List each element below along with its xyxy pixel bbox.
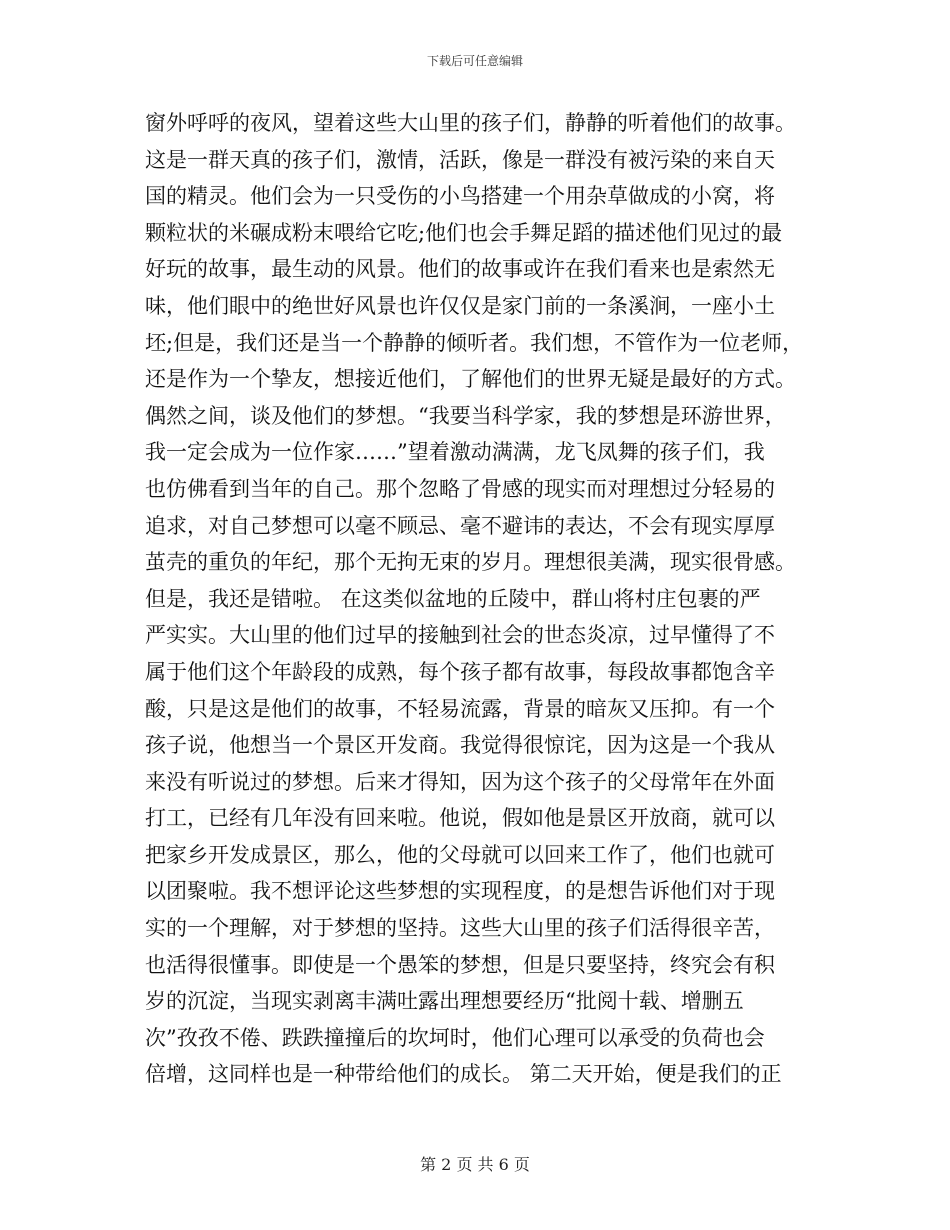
- text-line: 味，他们眼中的绝世好风景也许仅仅是家门前的一条溪涧，一座小土: [145, 293, 775, 318]
- text-line: 但是，我还是错啦。 在这类似盆地的丘陵中，群山将村庄包裹的严: [145, 586, 761, 611]
- text-line: 也仿佛看到当年的自己。那个忽略了骨感的现实而对理想过分轻易的: [145, 476, 775, 501]
- text-line: 国的精灵。他们会为一只受伤的小鸟搭建一个用杂草做成的小窝，将: [145, 184, 775, 209]
- text-line: 还是作为一个挚友，想接近他们，了解他们的世界无疑是最好的方式。: [145, 367, 796, 392]
- text-line: 打工，已经有几年没有回来啦。他说，假如他是景区开放商，就可以: [145, 806, 775, 831]
- text-line: 来没有听说过的梦想。后来才得知，因为这个孩子的父母常年在外面: [145, 769, 775, 794]
- text-line: 属于他们这个年龄段的成熟，每个孩子都有故事，每段故事都饱含辛: [145, 659, 775, 684]
- text-line: 倍增，这同样也是一种带给他们的成长。 第二天开始，便是我们的正: [145, 1062, 782, 1087]
- text-line: 次”孜孜不倦、跌跌撞撞后的坎坷时，他们心理可以承受的负荷也会: [145, 1025, 765, 1050]
- text-line: 岁的沉淀，当现实剥离丰满吐露出理想要经历“批阅十载、增删五: [145, 989, 744, 1014]
- text-line: 把家乡开发成景区，那么，他的父母就可以回来工作了，他们也就可: [145, 842, 775, 867]
- text-line: 严实实。大山里的他们过早的接触到社会的世态炎凉，过早懂得了不: [145, 623, 775, 648]
- text-line: 颗粒状的米碾成粉末喂给它吃;他们也会手舞足蹈的描述他们见过的最: [145, 220, 783, 245]
- text-line: 追求，对自己梦想可以毫不顾忌、毫不避讳的表达，不会有现实厚厚: [145, 513, 775, 538]
- text-line: 酸，只是这是他们的故事，不轻易流露，背景的暗灰又压抑。有一个: [145, 696, 775, 721]
- text-line: 孩子说，他想当一个景区开发商。我觉得很惊诧，因为这是一个我从: [145, 733, 775, 758]
- text-line: 偶然之间，谈及他们的梦想。“我要当科学家，我的梦想是环游世界，: [145, 403, 786, 428]
- text-line: 也活得很懂事。即使是一个愚笨的梦想，但是只要坚持，终究会有积: [145, 952, 775, 977]
- text-line: 实的一个理解，对于梦想的坚持。这些大山里的孩子们活得很辛苦，: [145, 916, 775, 941]
- text-line: 茧壳的重负的年纪，那个无拘无束的岁月。理想很美满，现实很骨感。: [145, 550, 796, 575]
- text-line: 窗外呼呼的夜风，望着这些大山里的孩子们，静静的听着他们的故事。: [145, 111, 796, 135]
- text-line: 我一定会成为一位作家……”望着激动满满，龙飞凤舞的孩子们，我: [145, 440, 765, 465]
- page-number: 第 2 页 共 6 页: [420, 1155, 530, 1174]
- text-line: 坯;但是，我们还是当一个静静的倾听者。我们想，不管作为一位老师，: [145, 330, 804, 355]
- header-note: 下载后可任意编辑: [426, 54, 523, 68]
- document-body: [145, 105, 815, 1093]
- text-line: 好玩的故事，最生动的风景。他们的故事或许在我们看来也是索然无: [145, 257, 775, 282]
- text-line: 这是一群天真的孩子们，激情，活跃，像是一群没有被污染的来自天: [145, 147, 775, 172]
- text-line: 以团聚啦。我不想评论这些梦想的实现程度，的是想告诉他们对于现: [145, 879, 775, 904]
